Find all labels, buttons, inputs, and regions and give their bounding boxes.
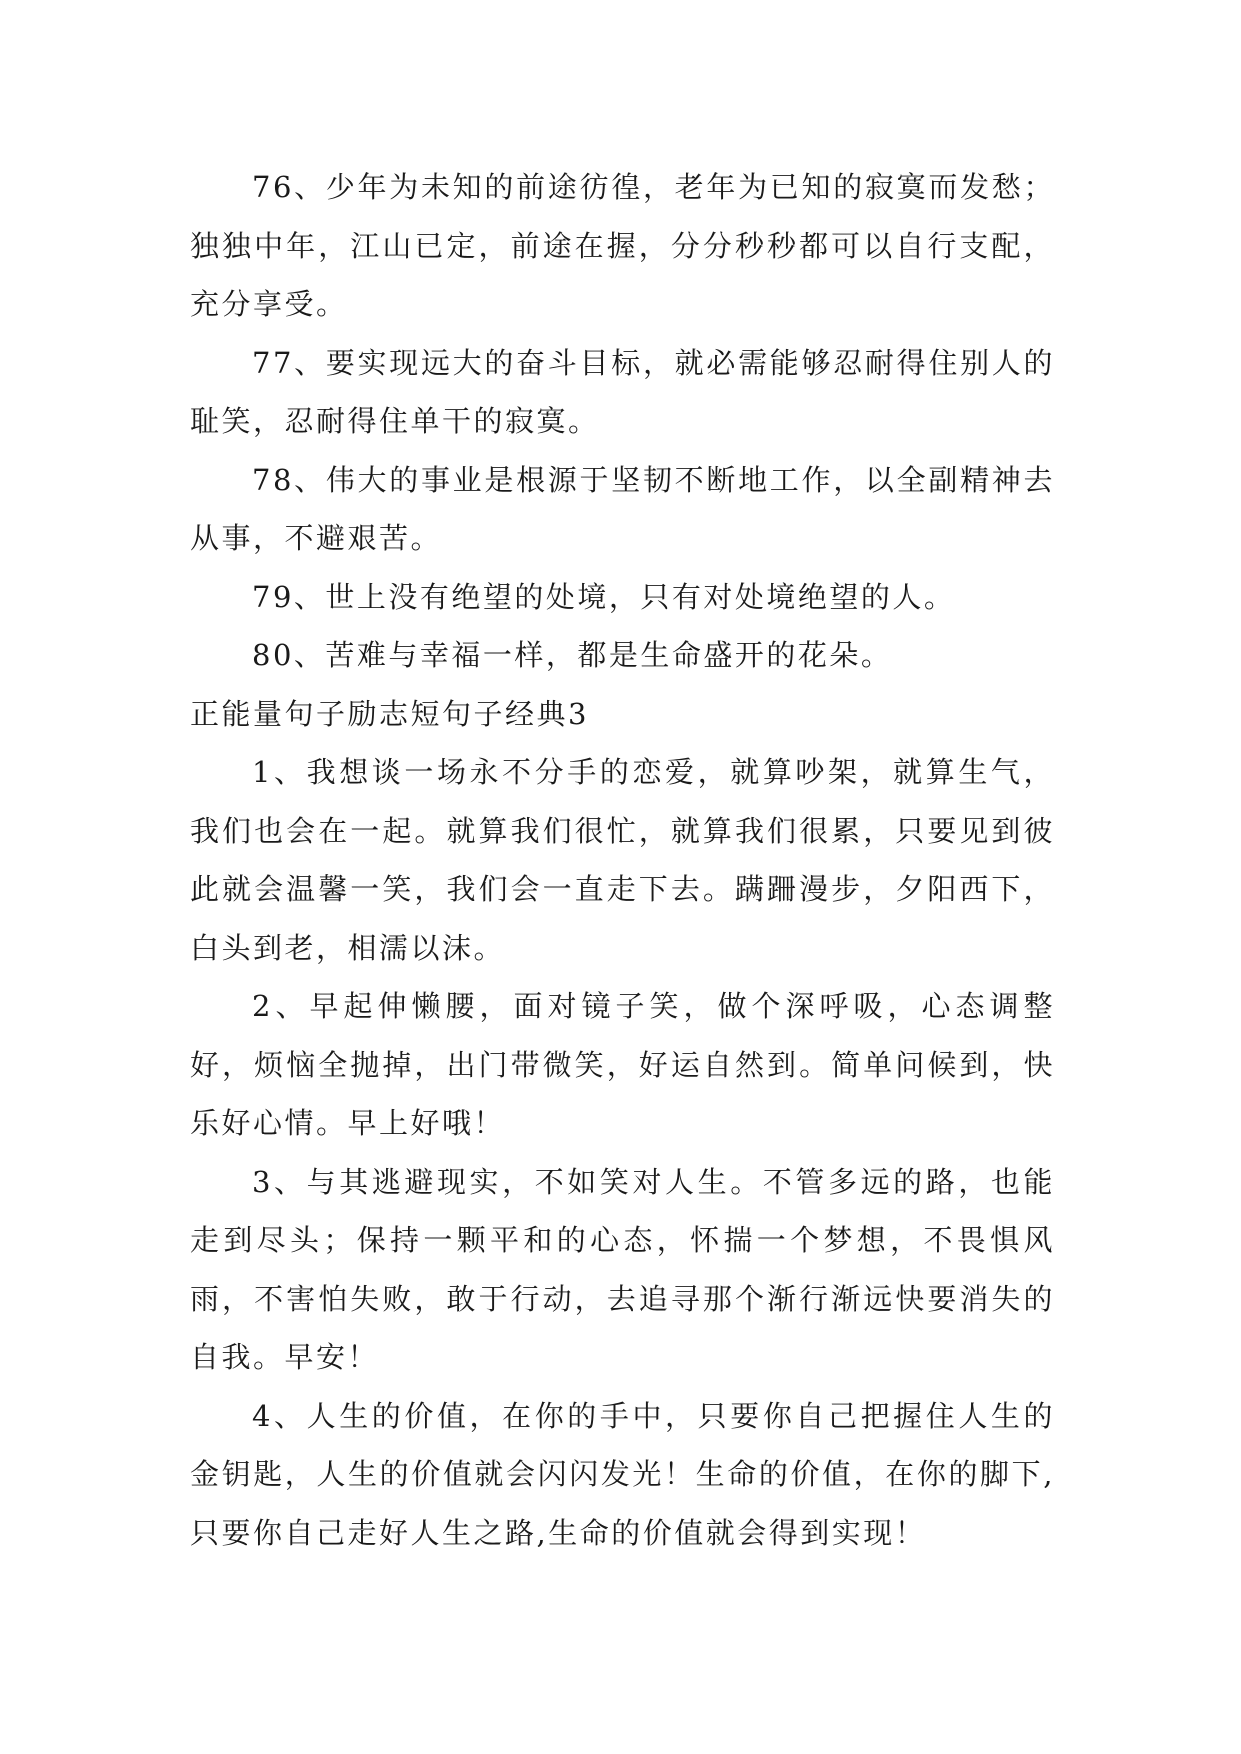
document-body (190, 158, 1055, 1562)
paragraph-79: 79、世上没有绝望的处境，只有对处境绝望的人。 (252, 579, 956, 614)
section-heading: 正能量句子励志短句子经典3 (190, 696, 589, 731)
paragraph-3: 3、与其逃避现实，不如笑对人生。不管多远的路，也能走到尽头；保持一颗平和的心态，怀揣一个梦想，不畏惧风雨，不害怕失败，敢于行动，去追寻那个渐行渐远快要消失的自我。早安！ (190, 1164, 1055, 1374)
paragraph-2: 2、早起伸懒腰，面对镜子笑，做个深呼吸，心态调整好，烦恼全抛掉，出门带微笑，好运自然到。简单问候到，快乐好心情。早上好哦！ (190, 989, 1055, 1140)
paragraph-4: 4、人生的价值，在你的手中，只要你自己把握住人生的金钥匙，人生的价值就会闪闪发光！生命的价值，在你的脚下,只要你自己走好人生之路,生命的价值就会得到实现！ (190, 1398, 1055, 1550)
paragraph-80: 80、苦难与幸福一样，都是生命盛开的花朵。 (252, 638, 893, 672)
paragraph-77: 77、要实现远大的奋斗目标，就必需能够忍耐得住别人的耻笑，忍耐得住单干的寂寞。 (190, 345, 1055, 438)
paragraph-78: 78、伟大的事业是根源于坚韧不断地工作，以全副精神去从事，不避艰苦。 (190, 462, 1055, 555)
paragraph-76: 76、少年为未知的前途彷徨，老年为已知的寂寞而发愁；独独中年，江山已定，前途在握，分分秒秒都可以自行支配，充分享受。 (190, 170, 1055, 321)
paragraph-1: 1、我想谈一场永不分手的恋爱，就算吵架，就算生气，我们也会在一起。就算我们很忙，就算我们很累，只要见到彼此就会温馨一笑，我们会一直走下去。蹒跚漫步，夕阳西下，白头到老，相濡以沫。 (190, 755, 1055, 965)
